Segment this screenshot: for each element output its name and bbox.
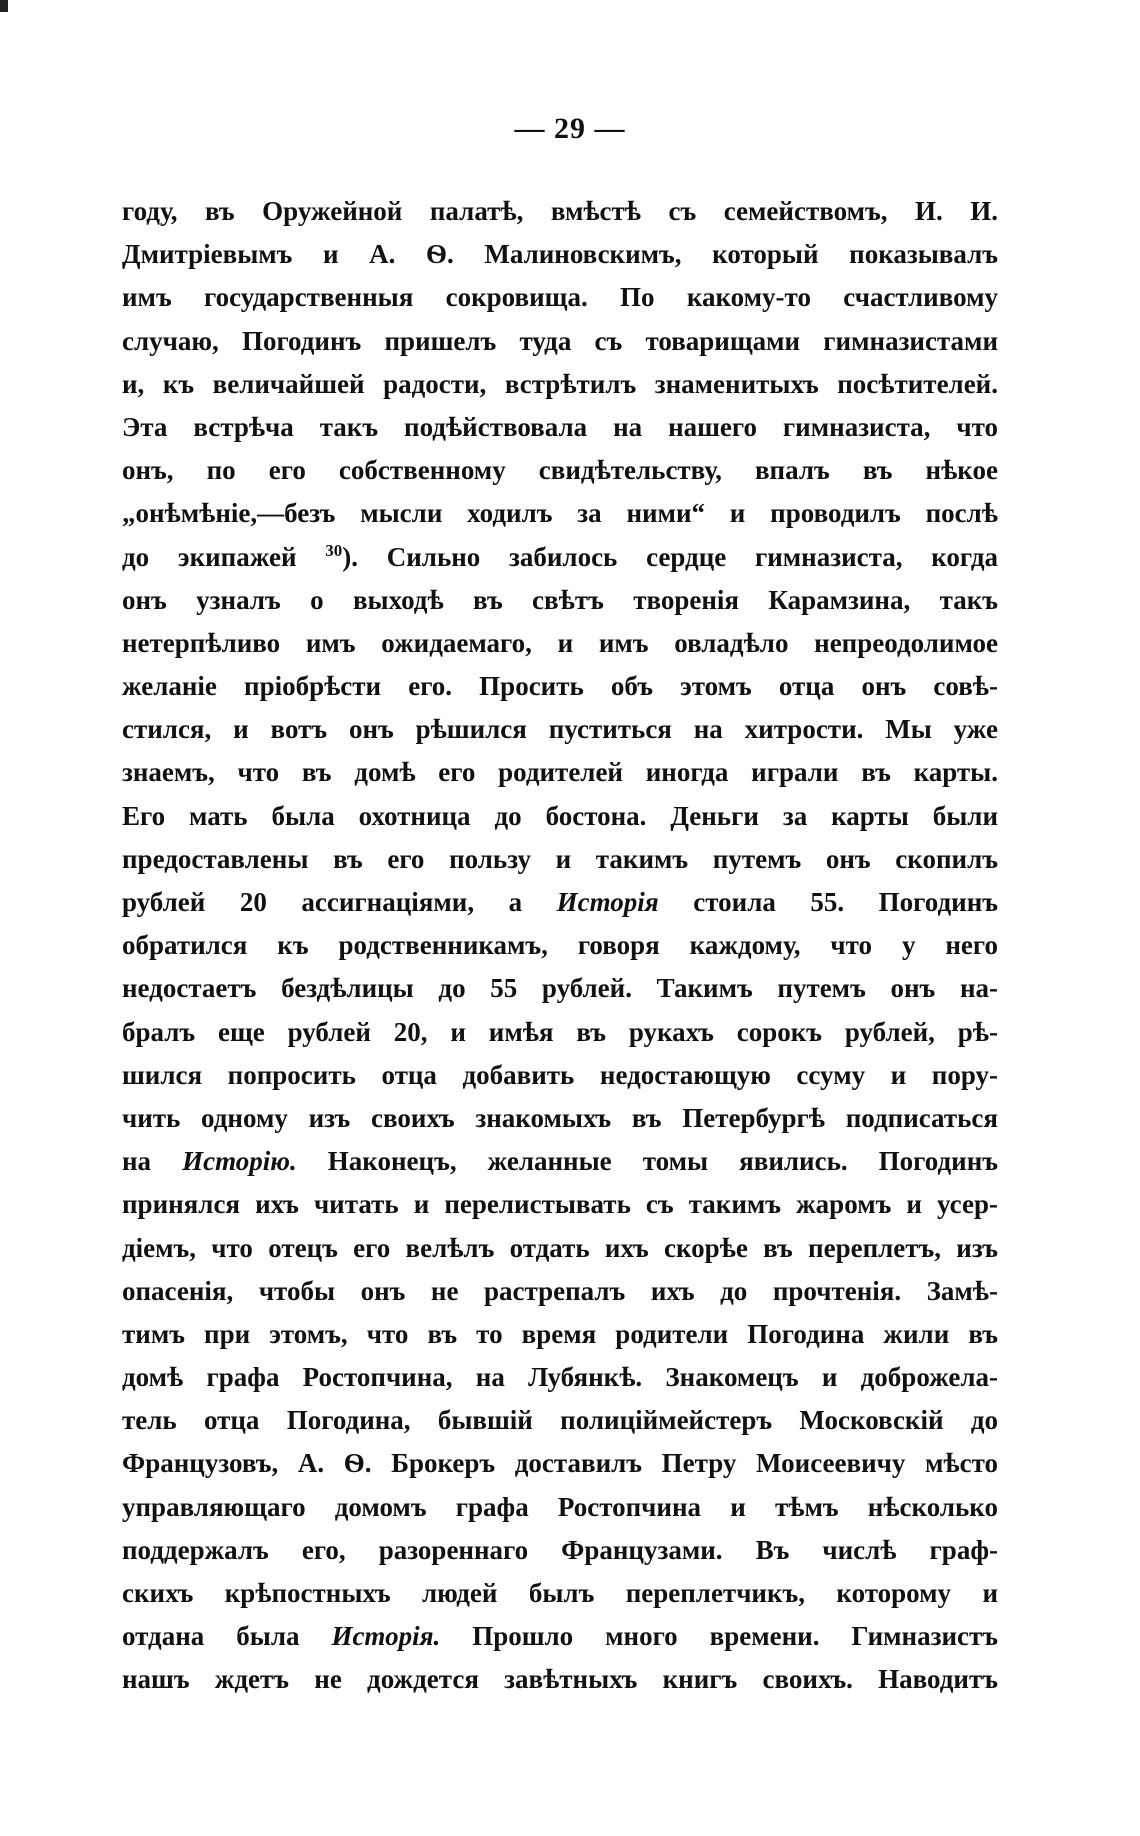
text-line (122, 1529, 998, 1572)
text-segment: опасенія, чтобы онъ не растрепалъ ихъ до прочтенія. Замѣ- (122, 1275, 998, 1306)
text-line (122, 924, 998, 967)
text-segment: рублей 20 ассигнаціями, а (122, 887, 557, 917)
text-segment: принялся ихъ читать и перелистывать съ такимъ жаромъ и усер- (122, 1189, 998, 1220)
text-line (122, 1399, 998, 1442)
text-segment: поддержалъ его, разореннаго Французами. Въ числѣ граф- (122, 1534, 998, 1565)
text-line (122, 795, 998, 838)
text-segment: нашъ ждетъ не дождется завѣтныхъ книгъ своихъ. Наводитъ (122, 1664, 998, 1695)
text-line (122, 1183, 998, 1226)
text-segment: стился, и вотъ онъ рѣшился пуститься на хитрости. Мы уже (122, 714, 998, 745)
body-text (122, 190, 998, 1702)
text-segment: случаю, Погодинъ пришелъ туда съ товарищами гимназистами (122, 325, 998, 356)
text-line (122, 1011, 998, 1054)
text-segment: Прошло много времени. Гимназистъ (440, 1621, 998, 1652)
text-segment: ). Сильно забилось сердце гимназиста, когда (342, 541, 998, 572)
italic-title: Исторію. (182, 1146, 297, 1177)
text-segment: и, къ величайшей радости, встрѣтилъ знаменитыхъ посѣтителей. (122, 368, 998, 399)
text-line (122, 536, 998, 579)
text-segment: тимъ при этомъ, что въ то время родители Погодина жили въ (122, 1318, 998, 1349)
text-line (122, 1054, 998, 1097)
text-line (122, 1442, 998, 1485)
text-line (122, 967, 998, 1010)
text-segment: шился попросить отца добавить недостающую ссуму и пору- (122, 1059, 998, 1090)
text-segment: желаніе пріобрѣсти его. Просить объ этомъ отца онъ совѣ- (122, 671, 998, 702)
text-line (122, 363, 998, 406)
text-segment: имъ государственныя сокровища. По какому-то счастливому (122, 282, 998, 313)
text-segment: скихъ крѣпостныхъ людей былъ переплетчикъ, которому и (122, 1578, 998, 1608)
text-segment: бралъ еще рублей 20, и имѣя въ рукахъ сорокъ рублей, рѣ- (122, 1016, 998, 1047)
text-line (122, 1615, 998, 1658)
text-segment: до экипажей (122, 541, 326, 572)
text-segment: діемъ, что отецъ его велѣлъ отдать ихъ скорѣе въ переплетъ, изъ (122, 1232, 998, 1263)
text-segment: Его мать была охотница до бостона. Деньги за карты были (122, 800, 998, 831)
text-segment: недостаетъ бездѣлицы до 55 рублей. Такимъ путемъ онъ на- (122, 973, 998, 1004)
text-segment: Наконецъ, желанные томы явились. Погодинъ (296, 1146, 998, 1177)
text-segment: стоила 55. Погодинъ (658, 887, 998, 917)
text-line (122, 665, 998, 708)
text-line (122, 1097, 998, 1140)
text-line (122, 579, 998, 622)
text-segment: отдана была (122, 1621, 332, 1652)
text-line (122, 1486, 998, 1529)
text-line (122, 1313, 998, 1356)
text-segment: Французовъ, А. Ѳ. Брокеръ доставилъ Петру Моисеевичу мѣсто (122, 1448, 998, 1479)
text-segment: на (122, 1146, 183, 1177)
text-line (122, 449, 998, 492)
text-line (122, 1356, 998, 1399)
text-segment: предоставлены въ его пользу и такимъ путемъ онъ скопилъ (122, 843, 998, 874)
text-segment: „онѣмѣніе,—безъ мысли ходилъ за ними“ и проводилъ послѣ (122, 498, 998, 529)
text-segment: году, въ Оружейной палатѣ, вмѣстѣ съ семействомъ, И. И. (122, 196, 998, 226)
text-line (122, 708, 998, 751)
text-line (122, 1658, 998, 1701)
italic-title: Исторія. (331, 1621, 441, 1652)
text-line (122, 276, 998, 319)
text-line (122, 1227, 998, 1270)
footnote-ref: 30 (325, 540, 343, 560)
text-segment: домѣ графа Ростопчина, на Лубянкѣ. Знакомецъ и доброжела- (122, 1362, 998, 1393)
text-segment: обратился къ родственникамъ, говоря каждому, что у него (122, 930, 998, 961)
text-line (122, 751, 998, 794)
text-segment: Эта встрѣча такъ подѣйствовала на нашего гимназиста, что (122, 411, 998, 442)
text-line (122, 1572, 998, 1615)
text-segment: управляющаго домомъ графа Ростопчина и тѣмъ нѣсколько (122, 1491, 998, 1522)
text-line (122, 838, 998, 881)
page-number: — 29 — (514, 112, 626, 145)
text-line (122, 492, 998, 535)
text-segment: чить одному изъ своихъ знакомыхъ въ Петербургѣ подписаться (122, 1102, 998, 1133)
text-line (122, 406, 998, 449)
text-segment: нетерпѣливо имъ ожидаемаго, и имъ овладѣло непреодолимое (122, 627, 998, 658)
italic-title: Исторія (556, 887, 659, 917)
text-line (122, 1140, 998, 1183)
text-segment: онъ узналъ о выходѣ въ свѣтъ творенія Карамзина, такъ (122, 584, 998, 615)
text-line (122, 1270, 998, 1313)
text-segment: онъ, по его собственному свидѣтельству, впалъ въ нѣкое (122, 455, 998, 486)
text-line (122, 190, 998, 233)
text-segment: знаемъ, что въ домѣ его родителей иногда играли въ карты. (122, 757, 998, 788)
text-line (122, 881, 998, 924)
text-line (122, 622, 998, 665)
text-segment: тель отца Погодина, бывшій полиціймейстеръ Московскій до (122, 1405, 998, 1436)
text-line (122, 320, 998, 363)
text-segment: Дмитріевымъ и А. Ѳ. Малиновскимъ, который показывалъ (122, 239, 998, 270)
text-line (122, 233, 998, 276)
scan-edge-mark (0, 0, 8, 12)
